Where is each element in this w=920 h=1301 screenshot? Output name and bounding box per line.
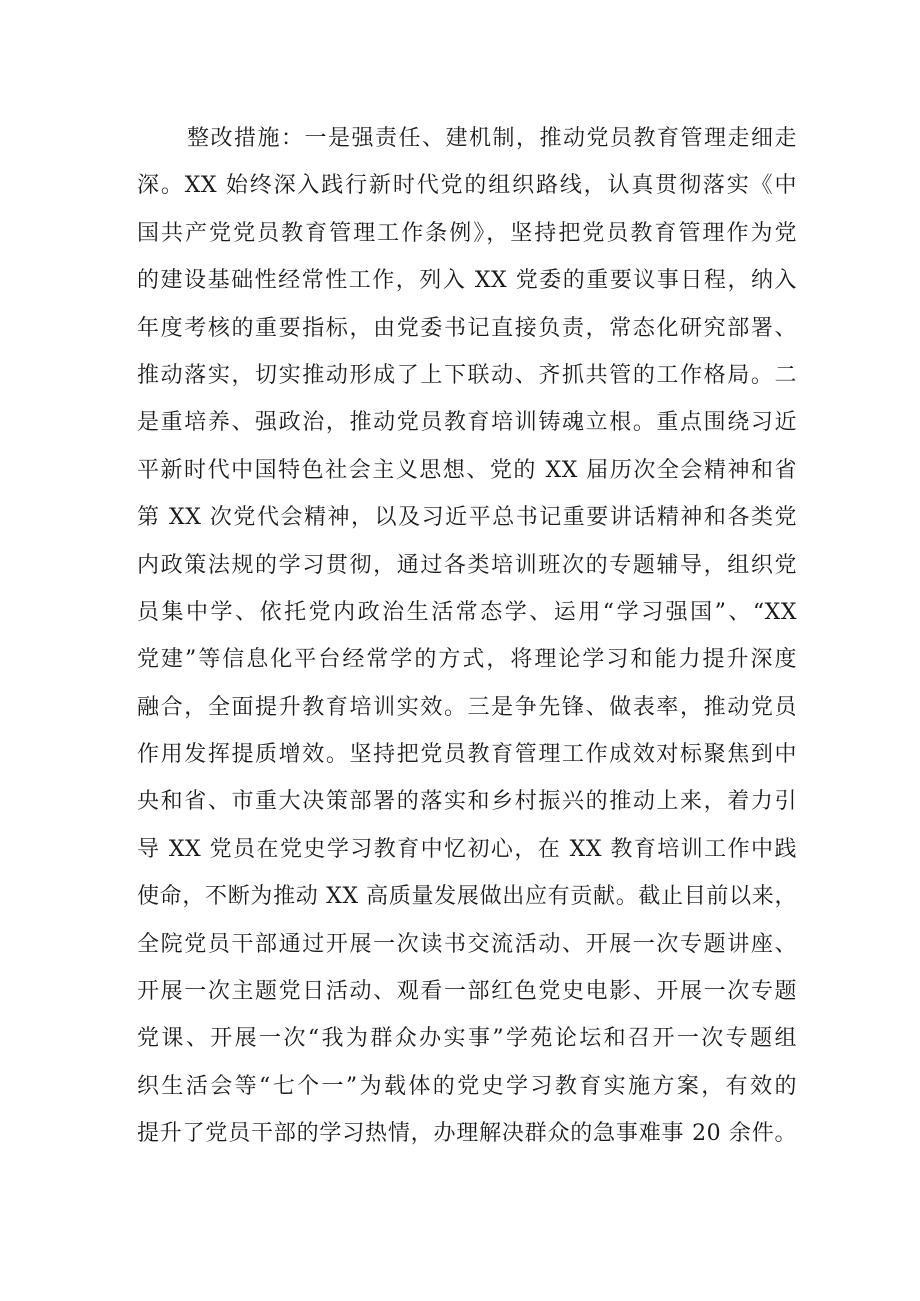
text-line: 第 XX 次党代会精神，以及习近平总书记重要讲话精神和各类党 [137,505,797,531]
text-line: 是重培养、强政治，推动党员教育培训铸魂立根。重点围绕习近 [137,410,797,436]
text-line: 党建”等信息化平台经常学的方式，将理论学习和能力提升深度 [137,647,797,673]
text-line: 员集中学、依托党内政治生活常态学、运用“学习强国”、“XX [137,599,797,625]
text-line: 平新时代中国特色社会主义思想、党的 XX 届历次全会精神和省 [137,457,797,483]
text-line: 使命，不断为推动 XX 高质量发展做出应有贡献。截止目前以来， [137,884,797,910]
text-line: 国共产党党员教育管理工作条例》，坚持把党员教育管理作为党 [137,220,797,246]
text-line: 作用发挥提质增效。坚持把党员教育管理工作成效对标聚焦到中 [137,742,797,768]
text-line: 融合，全面提升教育培训实效。三是争先锋、做表率，推动党员 [137,694,797,720]
text-line: 的建设基础性经常性工作，列入 XX 党委的重要议事日程，纳入 [137,268,797,294]
text-line: 提升了党员干部的学习热情，办理解决群众的急事难事 20 余件。 [137,1121,797,1147]
text-line: 推动落实，切实推动形成了上下联动、齐抓共管的工作格局。二 [137,362,797,388]
text-line: 央和省、市重大决策部署的落实和乡村振兴的推动上来，着力引 [137,789,797,815]
body-paragraph [137,115,797,1158]
text-line: 内政策法规的学习贯彻，通过各类培训班次的专题辅导，组织党 [137,552,797,578]
text-line: 年度考核的重要指标，由党委书记直接负责，常态化研究部署、 [137,315,797,341]
text-line: 导 XX 党员在党史学习教育中忆初心，在 XX 教育培训工作中践 [137,836,797,862]
text-line: 全院党员干部通过开展一次读书交流活动、开展一次专题讲座、 [137,931,797,957]
text-line: 党课、开展一次“我为群众办实事”学苑论坛和召开一次专题组 [137,1026,797,1052]
text-line: 整改措施：一是强责任、建机制，推动党员教育管理走细走 [187,126,797,151]
text-line: 开展一次主题党日活动、观看一部红色党史电影、开展一次专题 [137,979,797,1005]
text-line: 深。XX 始终深入践行新时代党的组织路线，认真贯彻落实《中 [137,173,797,199]
text-line: 织生活会等“七个一”为载体的党史学习教育实施方案，有效的 [137,1073,797,1099]
